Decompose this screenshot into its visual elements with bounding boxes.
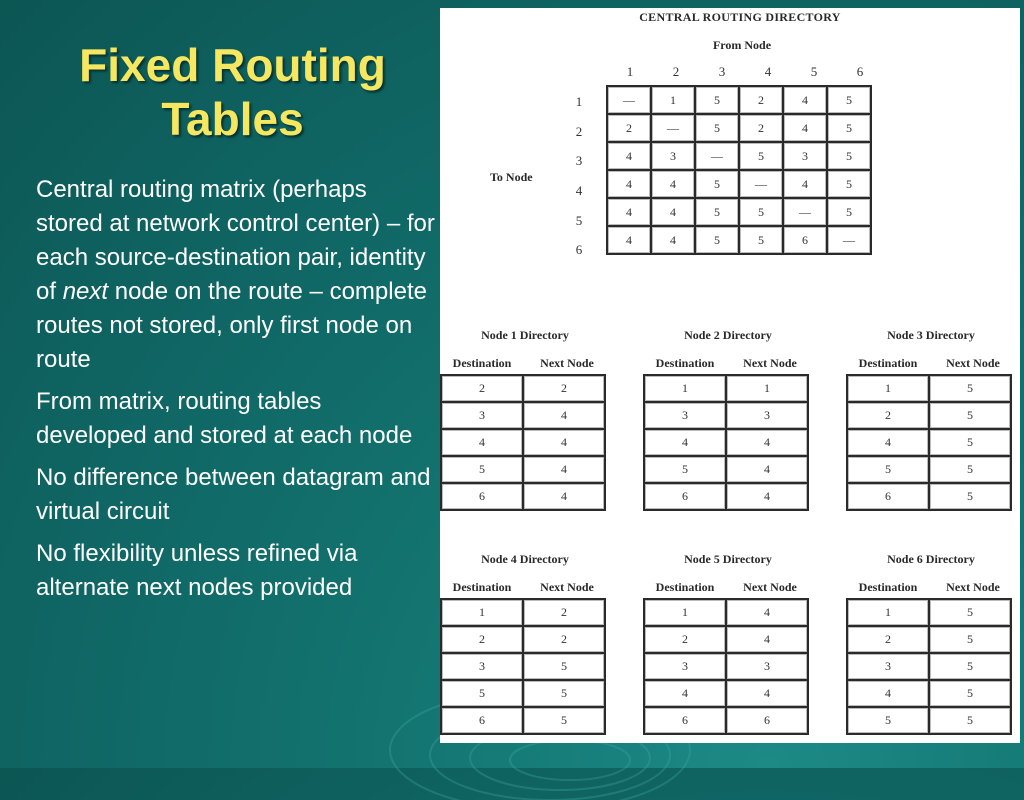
column-header: 1 — [626, 64, 634, 79]
bullet-item — [36, 537, 436, 605]
directory-row — [644, 680, 808, 707]
next-node-header: Next Node — [743, 356, 797, 370]
matrix-cell: 5 — [827, 142, 871, 170]
destination-cell: 5 — [644, 456, 726, 483]
bullet-text: No difference between datagram and virtual circuit — [36, 464, 431, 525]
directory-row — [644, 599, 808, 626]
matrix-cell: 5 — [739, 198, 783, 226]
destination-cell: 3 — [847, 653, 929, 680]
directory-row — [441, 680, 605, 707]
destination-cell: 4 — [847, 429, 929, 456]
matrix-cell: 6 — [783, 226, 827, 254]
bullet-text: Central routing matrix (perhaps stored at network control center) – for each source-destination pair, identity of — [36, 176, 435, 305]
column-header: 3 — [718, 64, 726, 79]
next-node-cell: 2 — [523, 599, 605, 626]
destination-cell: 1 — [441, 599, 523, 626]
destination-cell: 6 — [644, 707, 726, 734]
matrix-cell: 4 — [783, 86, 827, 114]
matrix-cell: 4 — [607, 170, 651, 198]
node-4-directory-table — [440, 598, 606, 735]
matrix-cell: 1 — [651, 86, 695, 114]
next-node-cell: 5 — [929, 483, 1011, 510]
node-2-directory-table — [643, 374, 809, 511]
directory-row — [441, 483, 605, 510]
next-node-cell: 4 — [726, 429, 808, 456]
matrix-cell: 3 — [783, 142, 827, 170]
next-node-cell: 5 — [929, 707, 1011, 734]
row-header: 1 — [575, 94, 583, 109]
column-header: 5 — [810, 64, 818, 79]
next-node-cell: 4 — [726, 456, 808, 483]
next-node-cell: 4 — [726, 483, 808, 510]
directory-row — [847, 456, 1011, 483]
destination-header: Destination — [858, 580, 918, 594]
directory-row — [441, 456, 605, 483]
next-node-cell: 5 — [929, 375, 1011, 402]
next-node-cell: 4 — [726, 680, 808, 707]
next-node-cell: 5 — [523, 653, 605, 680]
next-node-cell: 4 — [523, 456, 605, 483]
matrix-cell: 5 — [827, 114, 871, 142]
matrix-cell: 5 — [827, 198, 871, 226]
matrix-cell: 3 — [651, 142, 695, 170]
destination-cell: 3 — [644, 653, 726, 680]
destination-cell: 4 — [644, 429, 726, 456]
destination-cell: 1 — [644, 375, 726, 402]
node-1-directory-title: Node 1 Directory — [481, 328, 569, 342]
matrix-cell: 4 — [651, 226, 695, 254]
matrix-cell: 2 — [739, 114, 783, 142]
destination-cell: 1 — [644, 599, 726, 626]
next-node-cell: 3 — [726, 402, 808, 429]
destination-header: Destination — [452, 580, 512, 594]
directory-row — [441, 626, 605, 653]
next-node-cell: 5 — [929, 456, 1011, 483]
bullet-list — [36, 173, 436, 613]
destination-cell: 5 — [847, 707, 929, 734]
row-header: 2 — [575, 124, 583, 139]
matrix-cell: — — [607, 86, 651, 114]
matrix-cell: 4 — [651, 170, 695, 198]
destination-cell: 4 — [847, 680, 929, 707]
next-node-cell: 4 — [726, 626, 808, 653]
matrix-cell: 5 — [695, 114, 739, 142]
matrix-cell: 4 — [607, 142, 651, 170]
next-node-cell: 5 — [929, 680, 1011, 707]
row-header: 6 — [575, 242, 583, 257]
next-node-cell: 4 — [523, 429, 605, 456]
matrix-cell: 5 — [739, 226, 783, 254]
node-6-directory-table — [846, 598, 1012, 735]
matrix-cell: 5 — [695, 226, 739, 254]
next-node-header: Next Node — [946, 580, 1000, 594]
matrix-cell: — — [695, 142, 739, 170]
node-2-directory-title: Node 2 Directory — [684, 328, 772, 342]
destination-cell: 2 — [644, 626, 726, 653]
destination-cell: 5 — [847, 456, 929, 483]
matrix-cell: 4 — [783, 114, 827, 142]
next-node-cell: 1 — [726, 375, 808, 402]
row-header: 5 — [575, 213, 583, 228]
destination-cell: 2 — [441, 375, 523, 402]
directory-row — [644, 375, 808, 402]
directory-row — [644, 429, 808, 456]
next-node-header: Next Node — [540, 356, 594, 370]
column-header: 2 — [672, 64, 680, 79]
directory-row — [644, 626, 808, 653]
directory-row — [644, 483, 808, 510]
column-header: 6 — [856, 64, 864, 79]
destination-cell: 6 — [441, 483, 523, 510]
matrix-cell: — — [783, 198, 827, 226]
bullet-emphasis: next — [62, 278, 109, 305]
directory-row — [847, 375, 1011, 402]
node-3-directory-title: Node 3 Directory — [887, 328, 975, 342]
directory-row — [644, 653, 808, 680]
matrix-cell: — — [651, 114, 695, 142]
destination-cell: 4 — [441, 429, 523, 456]
next-node-cell: 5 — [929, 599, 1011, 626]
destination-header: Destination — [858, 356, 918, 370]
next-node-cell: 3 — [726, 653, 808, 680]
directory-row — [441, 429, 605, 456]
node-5-directory-title: Node 5 Directory — [684, 552, 772, 566]
destination-cell: 2 — [441, 626, 523, 653]
node-1-directory-table — [440, 374, 606, 511]
matrix-cell: 4 — [607, 198, 651, 226]
bullet-item — [36, 173, 436, 377]
matrix-cell: 5 — [695, 170, 739, 198]
to-node-label: To Node — [490, 170, 533, 184]
matrix-cell: 5 — [695, 86, 739, 114]
matrix-cell: 2 — [739, 86, 783, 114]
directory-row — [847, 707, 1011, 734]
next-node-cell: 6 — [726, 707, 808, 734]
directory-row — [847, 429, 1011, 456]
matrix-cell: 5 — [695, 198, 739, 226]
matrix-cell: 4 — [783, 170, 827, 198]
matrix-row — [607, 198, 871, 226]
next-node-header: Next Node — [743, 580, 797, 594]
matrix-cell: — — [827, 226, 871, 254]
matrix-cell: 4 — [607, 226, 651, 254]
node-3-directory-table — [846, 374, 1012, 511]
directory-row — [441, 653, 605, 680]
directory-row — [847, 483, 1011, 510]
bullet-text: node on the route – complete routes not stored, only first node on route — [36, 278, 427, 373]
directory-row — [644, 402, 808, 429]
directory-row — [441, 707, 605, 734]
directory-row — [847, 653, 1011, 680]
next-node-cell: 4 — [523, 402, 605, 429]
destination-cell: 6 — [847, 483, 929, 510]
slide-title — [20, 38, 445, 146]
destination-cell: 3 — [644, 402, 726, 429]
next-node-cell: 5 — [929, 653, 1011, 680]
next-node-cell: 4 — [523, 483, 605, 510]
matrix-cell: 5 — [827, 170, 871, 198]
next-node-cell: 5 — [523, 707, 605, 734]
matrix-cell: 2 — [607, 114, 651, 142]
directory-row — [847, 626, 1011, 653]
bullet-text: No flexibility unless refined via alternate next nodes provided — [36, 540, 358, 601]
routing-diagram — [440, 8, 1020, 743]
directory-row — [847, 402, 1011, 429]
matrix-row — [607, 86, 871, 114]
directory-row — [847, 680, 1011, 707]
destination-cell: 2 — [847, 402, 929, 429]
destination-cell: 5 — [441, 456, 523, 483]
next-node-header: Next Node — [946, 356, 1000, 370]
destination-cell: 3 — [441, 653, 523, 680]
destination-header: Destination — [452, 356, 512, 370]
matrix-cell: 5 — [739, 142, 783, 170]
from-node-label: From Node — [712, 38, 772, 52]
directory-row — [847, 599, 1011, 626]
next-node-cell: 5 — [523, 680, 605, 707]
matrix-cell: 5 — [827, 86, 871, 114]
destination-cell: 1 — [847, 599, 929, 626]
destination-cell: 4 — [644, 680, 726, 707]
directory-row — [644, 707, 808, 734]
next-node-header: Next Node — [540, 580, 594, 594]
directory-row — [441, 375, 605, 402]
bullet-text: From matrix, routing tables developed and stored at each node — [36, 388, 413, 449]
directory-row — [441, 402, 605, 429]
destination-cell: 5 — [441, 680, 523, 707]
next-node-cell: 2 — [523, 375, 605, 402]
next-node-cell: 2 — [523, 626, 605, 653]
slide-title-line-1: Fixed Routing — [79, 39, 386, 91]
next-node-cell: 4 — [726, 599, 808, 626]
bullet-item — [36, 461, 436, 529]
matrix-cell: — — [739, 170, 783, 198]
slide-title-line-2: Tables — [161, 93, 304, 145]
directory-row — [441, 599, 605, 626]
row-header: 3 — [575, 153, 583, 168]
destination-header: Destination — [655, 356, 715, 370]
node-5-directory-table — [643, 598, 809, 735]
central-directory-title: CENTRAL ROUTING DIRECTORY — [639, 10, 841, 24]
next-node-cell: 5 — [929, 402, 1011, 429]
matrix-cell: 4 — [651, 198, 695, 226]
matrix-row — [607, 142, 871, 170]
row-header: 4 — [575, 183, 583, 198]
destination-cell: 3 — [441, 402, 523, 429]
destination-cell: 2 — [847, 626, 929, 653]
destination-cell: 6 — [644, 483, 726, 510]
destination-header: Destination — [655, 580, 715, 594]
destination-cell: 6 — [441, 707, 523, 734]
directory-row — [644, 456, 808, 483]
next-node-cell: 5 — [929, 429, 1011, 456]
central-routing-matrix — [606, 85, 872, 255]
bullet-item — [36, 385, 436, 453]
next-node-cell: 5 — [929, 626, 1011, 653]
destination-cell: 1 — [847, 375, 929, 402]
node-6-directory-title: Node 6 Directory — [887, 552, 975, 566]
node-4-directory-title: Node 4 Directory — [481, 552, 569, 566]
column-header: 4 — [764, 64, 772, 79]
matrix-row — [607, 226, 871, 254]
matrix-row — [607, 114, 871, 142]
matrix-row — [607, 170, 871, 198]
